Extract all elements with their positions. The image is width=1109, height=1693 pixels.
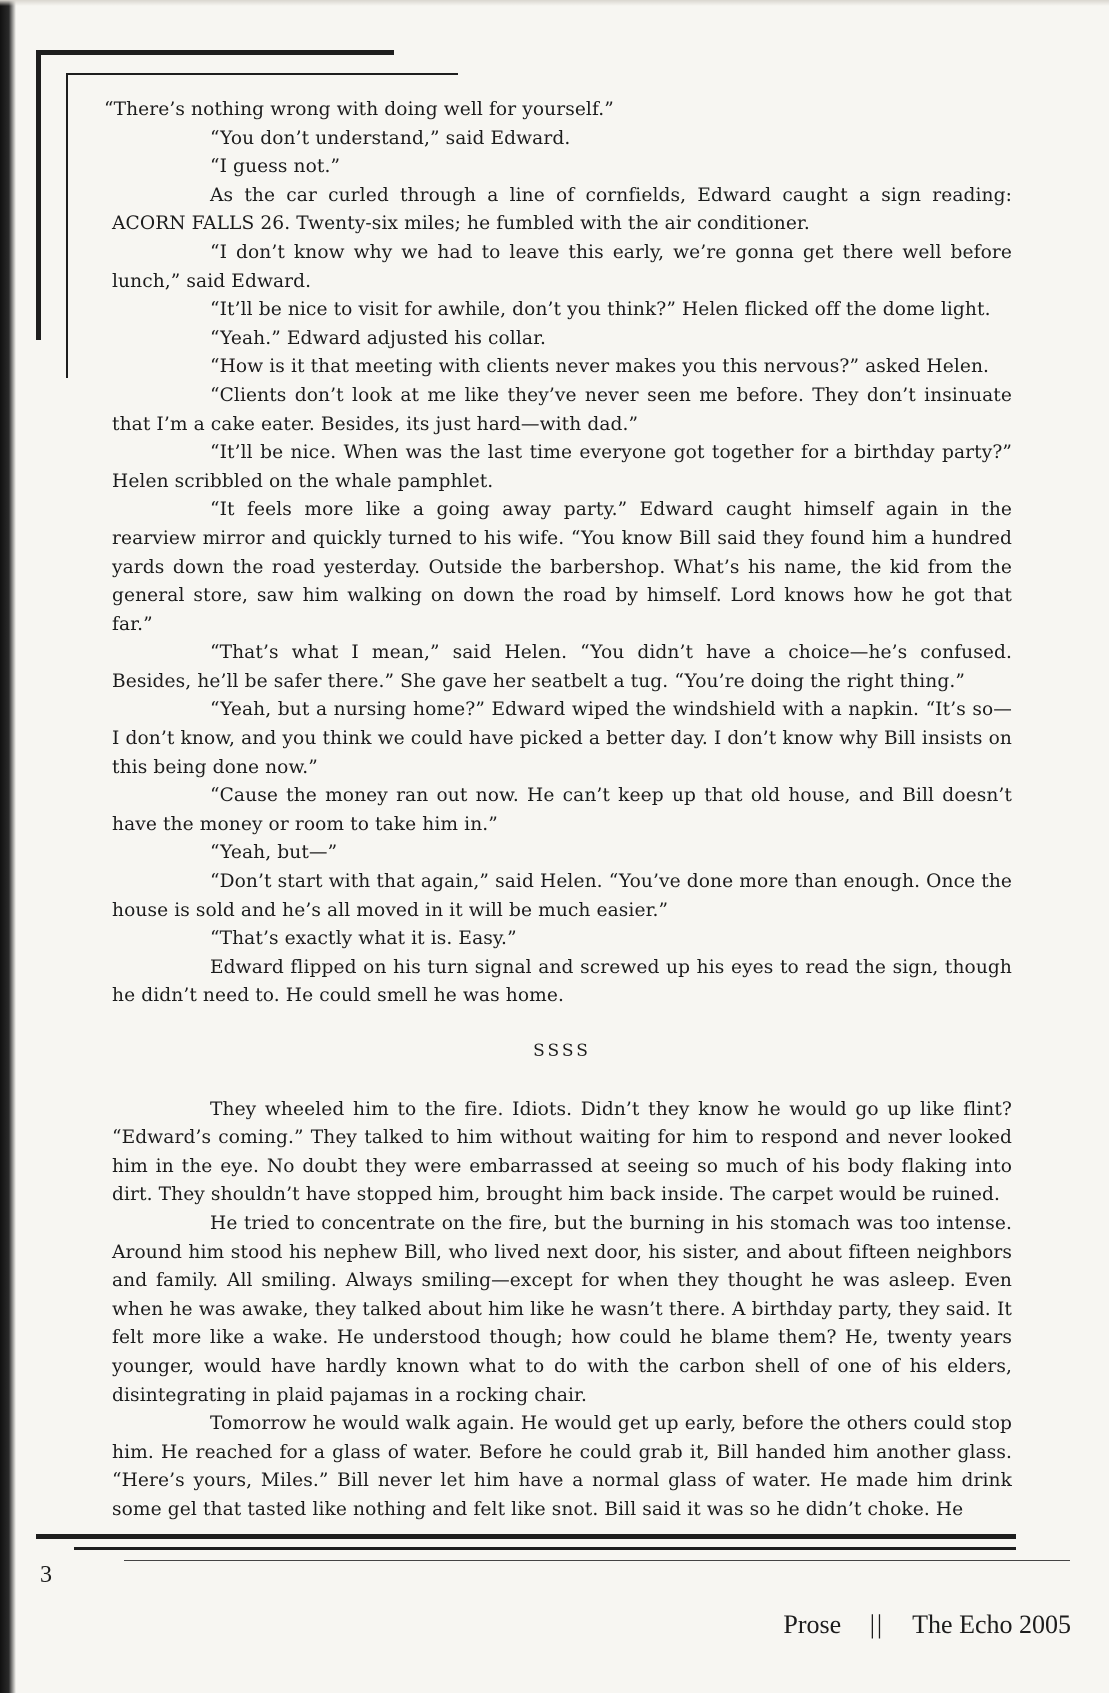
corner-frame-left-outer: [36, 50, 41, 340]
footer-publication: The Echo 2005: [912, 1610, 1071, 1639]
story-paragraph: They wheeled him to the fire. Idiots. Didn’t they know he would go up like flint? “Edward’s coming.” They talked to him without waiting for him to respond and never looked him in the eye. No doubt they were embarrassed at seeing so much of his body flaking into dirt. They shouldn’t have stopped him, brought him back inside. The carpet would be ruined.: [112, 1098, 1012, 1206]
story-paragraph: “I guess not.”: [210, 156, 341, 178]
story-paragraph: “Cause the money ran out now. He can’t keep up that old house, and Bill doesn’t have the money or room to take him in.”: [112, 785, 1012, 835]
story-paragraph: “It feels more like a going away party.” Edward caught himself again in the rearview mirror and quickly turned to his wife. “You know Bill said they found him a hundred yards down the road yesterday. Outside the barbershop. What’s his name, the kid from the general store, saw him walking on down the road by himself. Lord knows how he got that far.”: [112, 499, 1012, 635]
story-paragraph: “There’s nothing wrong with doing well for yourself.”: [104, 99, 614, 120]
story-paragraph: As the car curled through a line of cornfields, Edward caught a sign reading: ACORN FALLS 26. Twenty-six miles; he fumbled with the air conditioner.: [112, 184, 1012, 235]
bottom-rule-thick: [36, 1534, 1016, 1539]
story-paragraph: He tried to concentrate on the fire, but the burning in his stomach was too intense. Around him stood his nephew Bill, who lived next door, his sister, and about fifteen neighbors and family. All smiling. Always smiling—except for when they thought he was asleep. Even when he was awake, they talked about him like he wasn’t there. A birthday party, they said. It felt more like a wake. He understood though; how could he blame them? He, twenty years younger, would have hardly known what to do with the carbon shell of one of his elders, disintegrating in plaid pajamas in a rocking chair.: [112, 1212, 1012, 1406]
story-paragraph: “Yeah.” Edward adjusted his collar.: [210, 327, 547, 349]
story-paragraph: “It’ll be nice to visit for awhile, don’t you think?” Helen flicked off the dome light.: [210, 299, 991, 321]
scan-top-shadow: [0, 0, 1109, 6]
corner-frame-left-inner: [66, 73, 68, 378]
story-paragraph: “How is it that meeting with clients never makes you this nervous?” asked Helen.: [210, 356, 990, 378]
scan-edge-shadow: [0, 0, 16, 1693]
corner-frame-top-inner: [66, 73, 458, 75]
story-paragraph: “That’s exactly what it is. Easy.”: [210, 928, 517, 950]
bottom-rule-thin: [124, 1560, 1070, 1561]
story-paragraph: “Yeah, but—”: [210, 842, 338, 864]
story-paragraph: “It’ll be nice. When was the last time everyone got together for a birthday party?” Helen scribbled on the whale pamphlet.: [112, 442, 1012, 492]
page-number: 3: [40, 1562, 52, 1588]
story-text: [104, 96, 1012, 1525]
story-paragraph: “Don’t start with that again,” said Helen. “You’ve done more than enough. Once the house is sold and he’s all moved in it will be much easier.”: [112, 871, 1012, 921]
story-paragraph: Tomorrow he would walk again. He would get up early, before the others could stop him. He reached for a glass of water. Before he could grab it, Bill handed him another glass. “Here’s yours, Miles.” Bill never let him have a normal glass of water. He made him drink some gel that tasted like nothing and felt like snot. Bill said it was so he didn’t choke. He: [112, 1413, 1012, 1520]
footer-section: Prose: [783, 1610, 842, 1639]
story-paragraph: Edward flipped on his turn signal and screwed up his eyes to read the sign, though he didn’t need to. He could smell he was home.: [112, 956, 1012, 1007]
corner-frame-top-outer: [36, 50, 394, 55]
story-paragraph: “Yeah, but a nursing home?” Edward wiped the windshield with a napkin. “It’s so—I don’t know, and you think we could have picked a better day. I don’t know why Bill insists on this being done now.”: [112, 699, 1012, 778]
footer-divider: ||: [869, 1610, 885, 1639]
story-paragraph: “You don’t understand,” said Edward.: [210, 127, 571, 149]
story-paragraph: “That’s what I mean,” said Helen. “You didn’t have a choice—he’s confused. Besides, he’ll be safer there.” She gave her seatbelt a tug. “You’re doing the right thing.”: [112, 642, 1012, 692]
bottom-rule-medium: [74, 1547, 1016, 1550]
story-paragraph: “Clients don’t look at me like they’ve never seen me before. They don’t insinuate that I’m a cake eater. Besides, its just hard—with dad.”: [112, 384, 1012, 435]
section-separator: SSSS: [533, 1041, 591, 1061]
running-footer: [783, 1610, 1071, 1640]
story-paragraph: “I don’t know why we had to leave this early, we’re gonna get there well before lunch,” said Edward.: [112, 241, 1012, 292]
